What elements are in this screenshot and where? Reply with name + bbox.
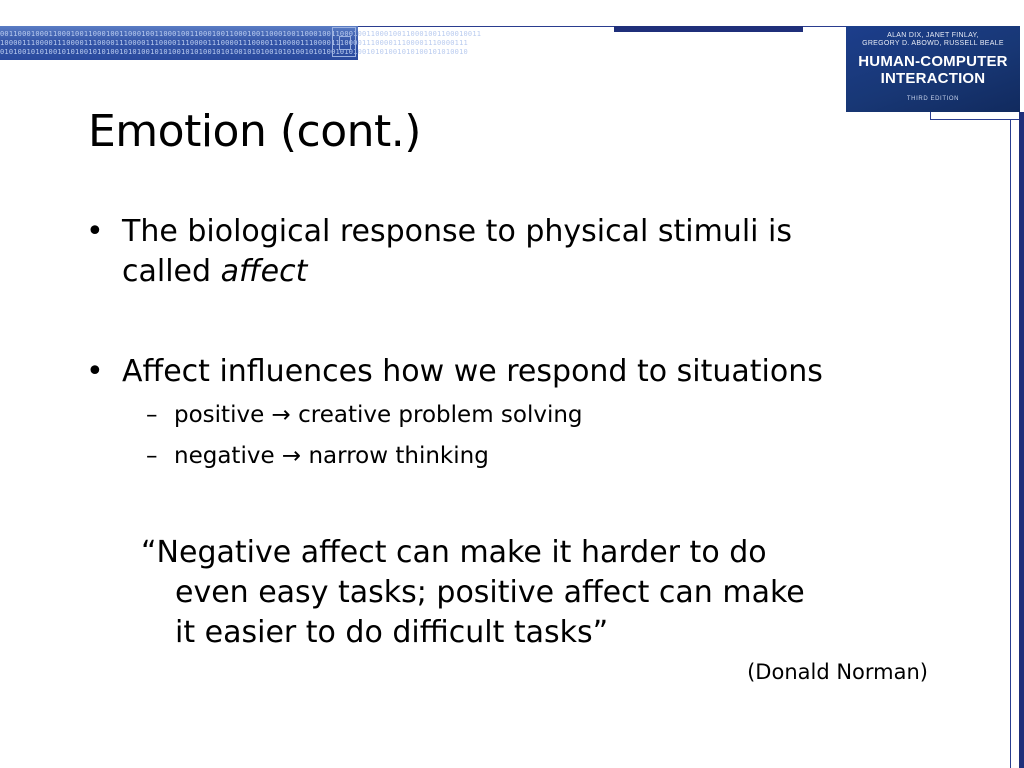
bullet-text-line2: called [122,254,221,289]
book-title-line1: HUMAN-COMPUTER [858,53,1008,70]
right-border-bar [1019,112,1024,768]
quote-block [141,533,931,653]
right-border-line [1010,120,1011,768]
binary-text-row: 1000011100001110000111000011100001110000111000011100001110000111000011100001110000111000011100001110000111 [0,39,468,47]
bullet-marker: • [86,214,104,249]
bullet-text: Affect influences how we respond to situations [122,354,823,389]
sub-bullet-dash: – [146,443,158,469]
book-cover-logo [846,26,1020,112]
sub-bullet-dash: – [146,402,158,428]
cover-frame [930,112,1024,120]
sub-bullet-text: negative → narrow thinking [174,443,489,469]
banner-emblem-icon [332,27,356,57]
book-edition: THIRD EDITION [906,96,960,102]
header-binary-banner [0,26,482,60]
quote-line: even easy tasks; positive affect can make [175,575,805,610]
bullet-marker: • [86,354,104,389]
quote-line: it easier to do difficult tasks” [175,615,609,650]
quote-attribution: (Donald Norman) [747,660,928,684]
bullet-text-line1: The biological response to physical stimuli is [122,214,792,249]
emphasis-term: affect [220,254,308,289]
bullet-text [122,212,942,292]
quote-line: “Negative affect can make it harder to do [141,535,767,570]
book-authors-line2: GREGORY D. ABOWD, RUSSELL BEALE [862,40,1004,47]
binary-text-row: 0101001010100101010010101001010100101010010101001010100101010010101001010100101010010101001010100101010010 [0,48,468,56]
book-title-line2: INTERACTION [880,70,986,87]
sub-bullet-text: positive → creative problem solving [174,402,583,428]
slide-title: Emotion (cont.) [88,106,421,157]
header-accent-bar [614,26,803,32]
binary-text-row: 0011000100011000100110001001100010011000100110001001100010011000100110001001100010011000100110001001100010011 [0,30,482,38]
book-authors-line1: ALAN DIX, JANET FINLAY, [887,32,979,39]
